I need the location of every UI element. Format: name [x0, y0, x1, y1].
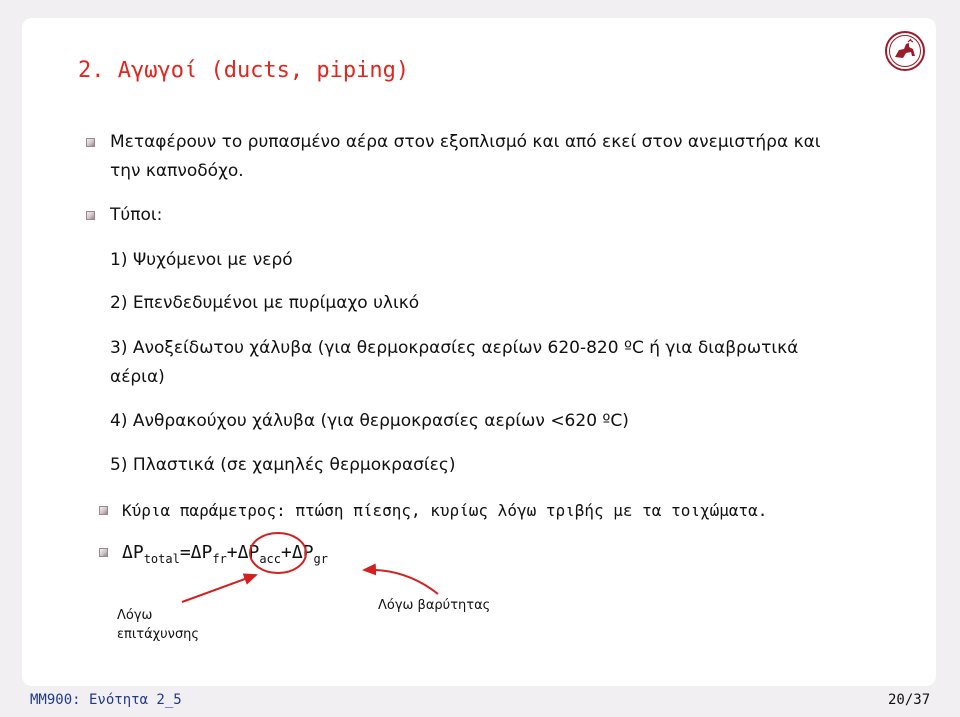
gravity-note: Λόγω βαρύτητας [378, 598, 491, 613]
bullet-icon [86, 211, 95, 220]
type-item-5: 5) Πλαστικά (σε χαμηλές θερμοκρασίες) [110, 455, 456, 475]
type-item-2: 2) Επενδεδυμένοι με πυρίμαχο υλικό [110, 293, 420, 313]
slide-title: 2. Αγωγοί (ducts, piping) [78, 58, 410, 83]
bullet-icon [99, 506, 108, 515]
type-item-3: 3) Ανοξείδωτου χάλυβα (για θερμοκρασίες αερίων 620-820 ºC ή για διαβρωτικά [110, 338, 799, 358]
acceleration-note-line1: Λόγω [117, 608, 153, 623]
bullet-transport-line1: Μεταφέρουν το ρυπασμένο αέρα στον εξοπλισμό και από εκεί στον ανεμιστήρα και [110, 132, 821, 152]
acceleration-note-line2: επιτάχυνσης [117, 627, 200, 642]
bullet-icon [86, 138, 95, 147]
main-parameter-text: Κύρια παράμετρος: πτώση πίεσης, κυρίως λόγω τριβής με τα τοιχώματα. [122, 501, 768, 520]
pressure-drop-formula: $\Delta P_{total}=\Delta P_{fr}+\Delta P_{acc}+\Delta P_{gr}$ [122, 542, 328, 566]
bullet-transport-line2: την καπνοδόχο. [110, 161, 244, 181]
bullet-types-label: Τύποι: [110, 205, 163, 225]
type-item-4: 4) Ανθρακούχου χάλυβα (για θερμοκρασίες αερίων <620 ºC) [110, 411, 629, 431]
footer-course: ΜΜ900: Ενότητα 2_5 [30, 692, 182, 708]
type-item-1: 1) Ψυχόμενοι με νερό [110, 250, 293, 270]
university-logo-icon [884, 30, 926, 72]
footer-page-number: 20/37 [888, 692, 931, 708]
type-item-3-cont: αέρια) [110, 367, 165, 387]
bullet-icon [99, 548, 108, 557]
